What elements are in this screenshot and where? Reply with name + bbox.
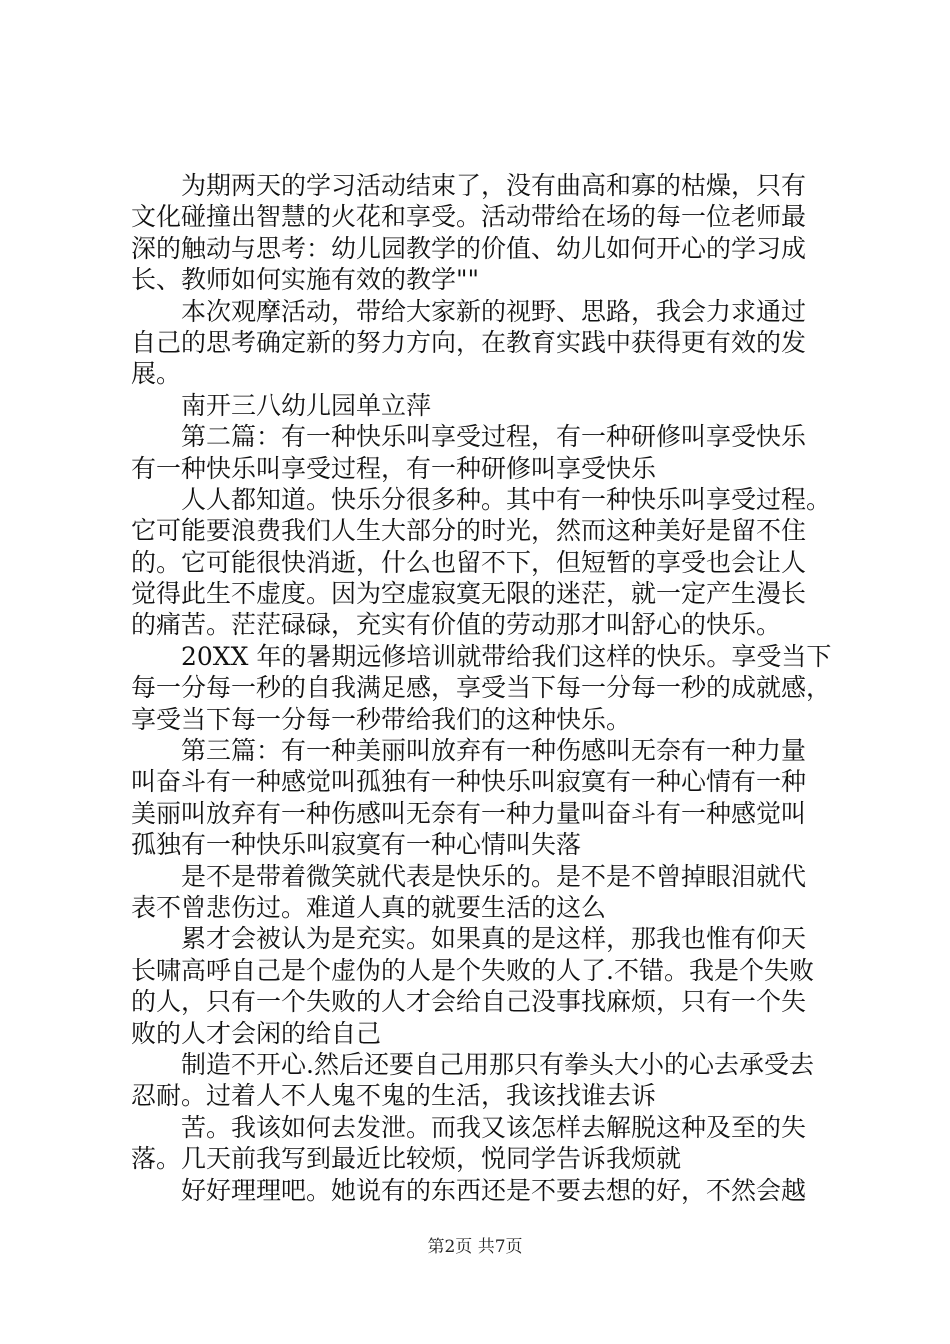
text-line: 落。几天前我写到最近比较烦，悦同学告诉我烦就 bbox=[131, 1144, 682, 1174]
text-line: 美丽叫放弃有一种伤感叫无奈有一种力量叫奋斗有一种感觉叫 bbox=[131, 798, 807, 828]
text-line: 孤独有一种快乐叫寂寞有一种心情叫失落 bbox=[131, 830, 582, 860]
text-line: 的。它可能很快消逝，什么也留不下，但短暂的享受也会让人 bbox=[131, 547, 807, 577]
text-line: 忍耐。过着人不人鬼不鬼的生活，我该找谁去诉 bbox=[131, 1081, 657, 1111]
section-heading: 第二篇：有一种快乐叫享受过程，有一种研修叫享受快乐 bbox=[131, 422, 807, 452]
text-line: 展。 bbox=[131, 359, 182, 389]
text-line: 败的人才会闲的给自己 bbox=[131, 1018, 382, 1048]
text-line: 长、教师如何实施有效的教学"" bbox=[131, 265, 479, 295]
text-line: 苦。我该如何去发泄。而我又该怎样去解脱这种及至的失 bbox=[131, 1112, 807, 1142]
text-line: 有一种快乐叫享受过程，有一种研修叫享受快乐 bbox=[131, 453, 657, 483]
text-line: 20XX 年的暑期远修培训就带给我们这样的快乐。享受当下 bbox=[131, 641, 832, 671]
text-line: 叫奋斗有一种感觉叫孤独有一种快乐叫寂寞有一种心情有一种 bbox=[131, 767, 807, 797]
text-line: 人人都知道。快乐分很多种。其中有一种快乐叫享受过程。 bbox=[131, 484, 832, 514]
text-line: 表不曾悲伤过。难道人真的就要生活的这么 bbox=[131, 892, 607, 922]
text-line: 自己的思考确定新的努力方向，在教育实践中获得更有效的发 bbox=[131, 327, 807, 357]
text-line: 本次观摩活动，带给大家新的视野、思路，我会力求通过 bbox=[131, 296, 807, 326]
text-line: 的痛苦。茫茫碌碌，充实有价值的劳动那才叫舒心的快乐。 bbox=[131, 610, 782, 640]
author-line: 南开三八幼儿园单立萍 bbox=[131, 390, 432, 420]
text-line: 每一分每一秒的自我满足感，享受当下每一分每一秒的成就感， bbox=[131, 673, 832, 703]
section-heading: 第三篇：有一种美丽叫放弃有一种伤感叫无奈有一种力量 bbox=[131, 736, 807, 766]
text-line: 长啸高呼自己是个虚伪的人是个失败的人了.不错。我是个失败 bbox=[131, 955, 814, 985]
text-line: 文化碰撞出智慧的火花和享受。活动带给在场的每一位老师最 bbox=[131, 202, 807, 232]
text-line: 制造不开心.然后还要自己用那只有拳头大小的心去承受去 bbox=[131, 1049, 814, 1079]
text-line: 累才会被认为是充实。如果真的是这样，那我也惟有仰天 bbox=[131, 924, 807, 954]
text-line: 享受当下每一分每一秒带给我们的这种快乐。 bbox=[131, 704, 632, 734]
text-line: 觉得此生不虚度。因为空虚寂寞无限的迷茫，就一定产生漫长 bbox=[131, 579, 807, 609]
text-line: 好好理理吧。她说有的东西还是不要去想的好，不然会越 bbox=[131, 1175, 807, 1205]
text-line: 为期两天的学习活动结束了，没有曲高和寡的枯燥，只有 bbox=[131, 171, 807, 200]
text-line: 它可能要浪费我们人生大部分的时光，然而这种美好是留不住 bbox=[131, 516, 807, 546]
page-number-footer: 第2页 共7页 bbox=[427, 1237, 523, 1257]
document-body bbox=[131, 170, 831, 1206]
text-line: 的人，只有一个失败的人才会给自己没事找麻烦，只有一个失 bbox=[131, 987, 807, 1017]
text-line: 深的触动与思考：幼儿园教学的价值、幼儿如何开心的学习成 bbox=[131, 233, 807, 263]
text-line: 是不是带着微笑就代表是快乐的。是不是不曾掉眼泪就代 bbox=[131, 861, 807, 891]
